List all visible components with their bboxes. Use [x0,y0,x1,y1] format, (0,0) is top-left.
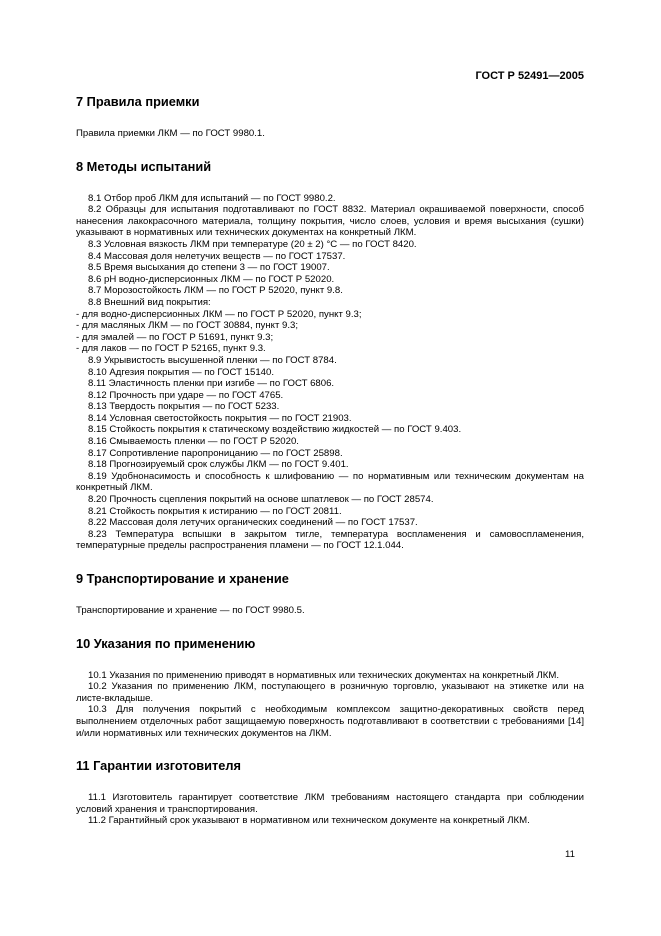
section-title: 11 Гарантии изготовителя [76,758,242,774]
clause-8-1: 8.1 Отбор проб ЛКМ для испытаний — по ГОСТ 9980.2. [88,192,336,204]
clause-8-20: 8.20 Прочность сцепления покрытий на основе шпатлевок — по ГОСТ 28574. [88,494,434,506]
section-title: 7 Правила приемки [76,94,200,109]
section-title: 9 Транспортирование и хранение [76,571,289,586]
section-9 [76,571,584,617]
clause-8-5: 8.5 Время высыхания до степени 3 — по ГОСТ 19007. [88,262,330,274]
clause-8-2: 8.2 Образцы для испытания подготавливают по ГОСТ 8832. Материал окрашиваемой поверхности, способ нанесения лакокрасочного материала, толщину покрытия, число слоев, условия и время высыхания (сушки) указывают в нормативных или технических документах на конкретный ЛКМ. [76,204,584,239]
paragraph: Правила приемки ЛКМ — по ГОСТ 9980.1. [76,128,265,139]
clause-8-21: 8.21 Стойкость покрытия к истиранию — по ГОСТ 20811. [88,505,342,517]
clause-8-12: 8.12 Прочность при ударе — по ГОСТ 4765. [88,389,284,401]
clause-8-14: 8.14 Условная светостойкость покрытия — по ГОСТ 21903. [88,412,352,424]
paragraph: Транспортирование и хранение — по ГОСТ 9980.5. [76,605,305,616]
clause-8-15: 8.15 Стойкость покрытия к статическому воздействию жидкостей — по ГОСТ 9.403. [88,424,462,436]
clause-8-10: 8.10 Адгезия покрытия — по ГОСТ 15140. [88,366,274,378]
clause-8-23: 8.23 Температура вспышки в закрытом тигле, температура воспламенения и самовоспламенения, температурные пределы распространения пламени — по ГОСТ 12.1.044. [76,528,584,552]
clause-11-1: 11.1 Изготовитель гарантирует соответствие ЛКМ требованиям настоящего стандарта при соблюдении условий хранения и транспортирования. [76,792,584,815]
section-title: 10 Указания по применению [76,635,256,651]
document-body [76,94,584,846]
clause-10-3: 10.3 Для получения покрытий с необходимым комплексом защитно-декоративных свойств перед выполнением отделочных работ защищаемую поверхность подготавливают в соответствии с требованиями [14] и/или нормативных или технических документов на ЛКМ. [76,704,584,739]
clause-8-22: 8.22 Массовая доля летучих органических соединений — по ГОСТ 17537. [88,517,418,529]
document-header: ГОСТ Р 52491—2005 [475,70,584,82]
list-item: - для водно-дисперсионных ЛКМ — по ГОСТ Р 52020, пункт 9.3; [76,308,362,320]
clause-8-9: 8.9 Укрывистость высушенной пленки — по ГОСТ 8784. [88,354,337,366]
section-7 [76,94,584,140]
clause-8-16: 8.16 Смываемость пленки — по ГОСТ Р 52020. [88,436,299,448]
clause-8-18: 8.18 Прогнозируемый срок службы ЛКМ — по ГОСТ 9.401. [88,459,349,471]
list-item: - для лаков — по ГОСТ Р 52165, пункт 9.3. [76,343,266,355]
section-11 [76,758,584,827]
clause-8-6: 8.6 pH водно-дисперсионных ЛКМ — по ГОСТ Р 52020. [88,273,335,285]
clause-8-17: 8.17 Сопротивление паропроницанию — по ГОСТ 25898. [88,447,343,459]
section-title: 8 Методы испытаний [76,158,212,174]
section-8 [76,159,584,552]
list-item: - для эмалей — по ГОСТ Р 51691, пункт 9.3; [76,331,274,343]
clause-8-8: 8.8 Внешний вид покрытия: [88,296,211,308]
clause-8-11: 8.11 Эластичность пленки при изгибе — по ГОСТ 6806. [88,378,335,390]
clause-8-7: 8.7 Морозостойкость ЛКМ — по ГОСТ Р 52020, пункт 9.8. [88,285,343,297]
clause-10-2: 10.2 Указания по применению ЛКМ, поступающего в розничную торговлю, указывают на этикетке или на листе-вкладыше. [76,681,584,704]
clause-8-19: 8.19 Удобнoнaсимость и способность к шлифованию — по нормативным или техническим документам на конкретный ЛКМ. [76,470,584,494]
page-number: 11 [565,849,575,860]
clause-11-2: 11.2 Гарантийный срок указывают в нормативном или техническом документе на конкретный ЛКМ. [88,815,530,827]
clause-8-3: 8.3 Условная вязкость ЛКМ при температуре (20 ± 2) °С — по ГОСТ 8420. [88,238,417,250]
clause-8-13: 8.13 Твердость покрытия — по ГОСТ 5233. [88,401,280,413]
clause-10-1: 10.1 Указания по применению приводят в нормативных или технических документах на конкретный ЛКМ. [88,669,560,681]
list-item: - для масляных ЛКМ — по ГОСТ 30884, пункт 9.3; [76,320,299,332]
clause-8-4: 8.4 Массовая доля нелетучих веществ — по ГОСТ 17537. [88,250,346,262]
section-10 [76,636,584,740]
